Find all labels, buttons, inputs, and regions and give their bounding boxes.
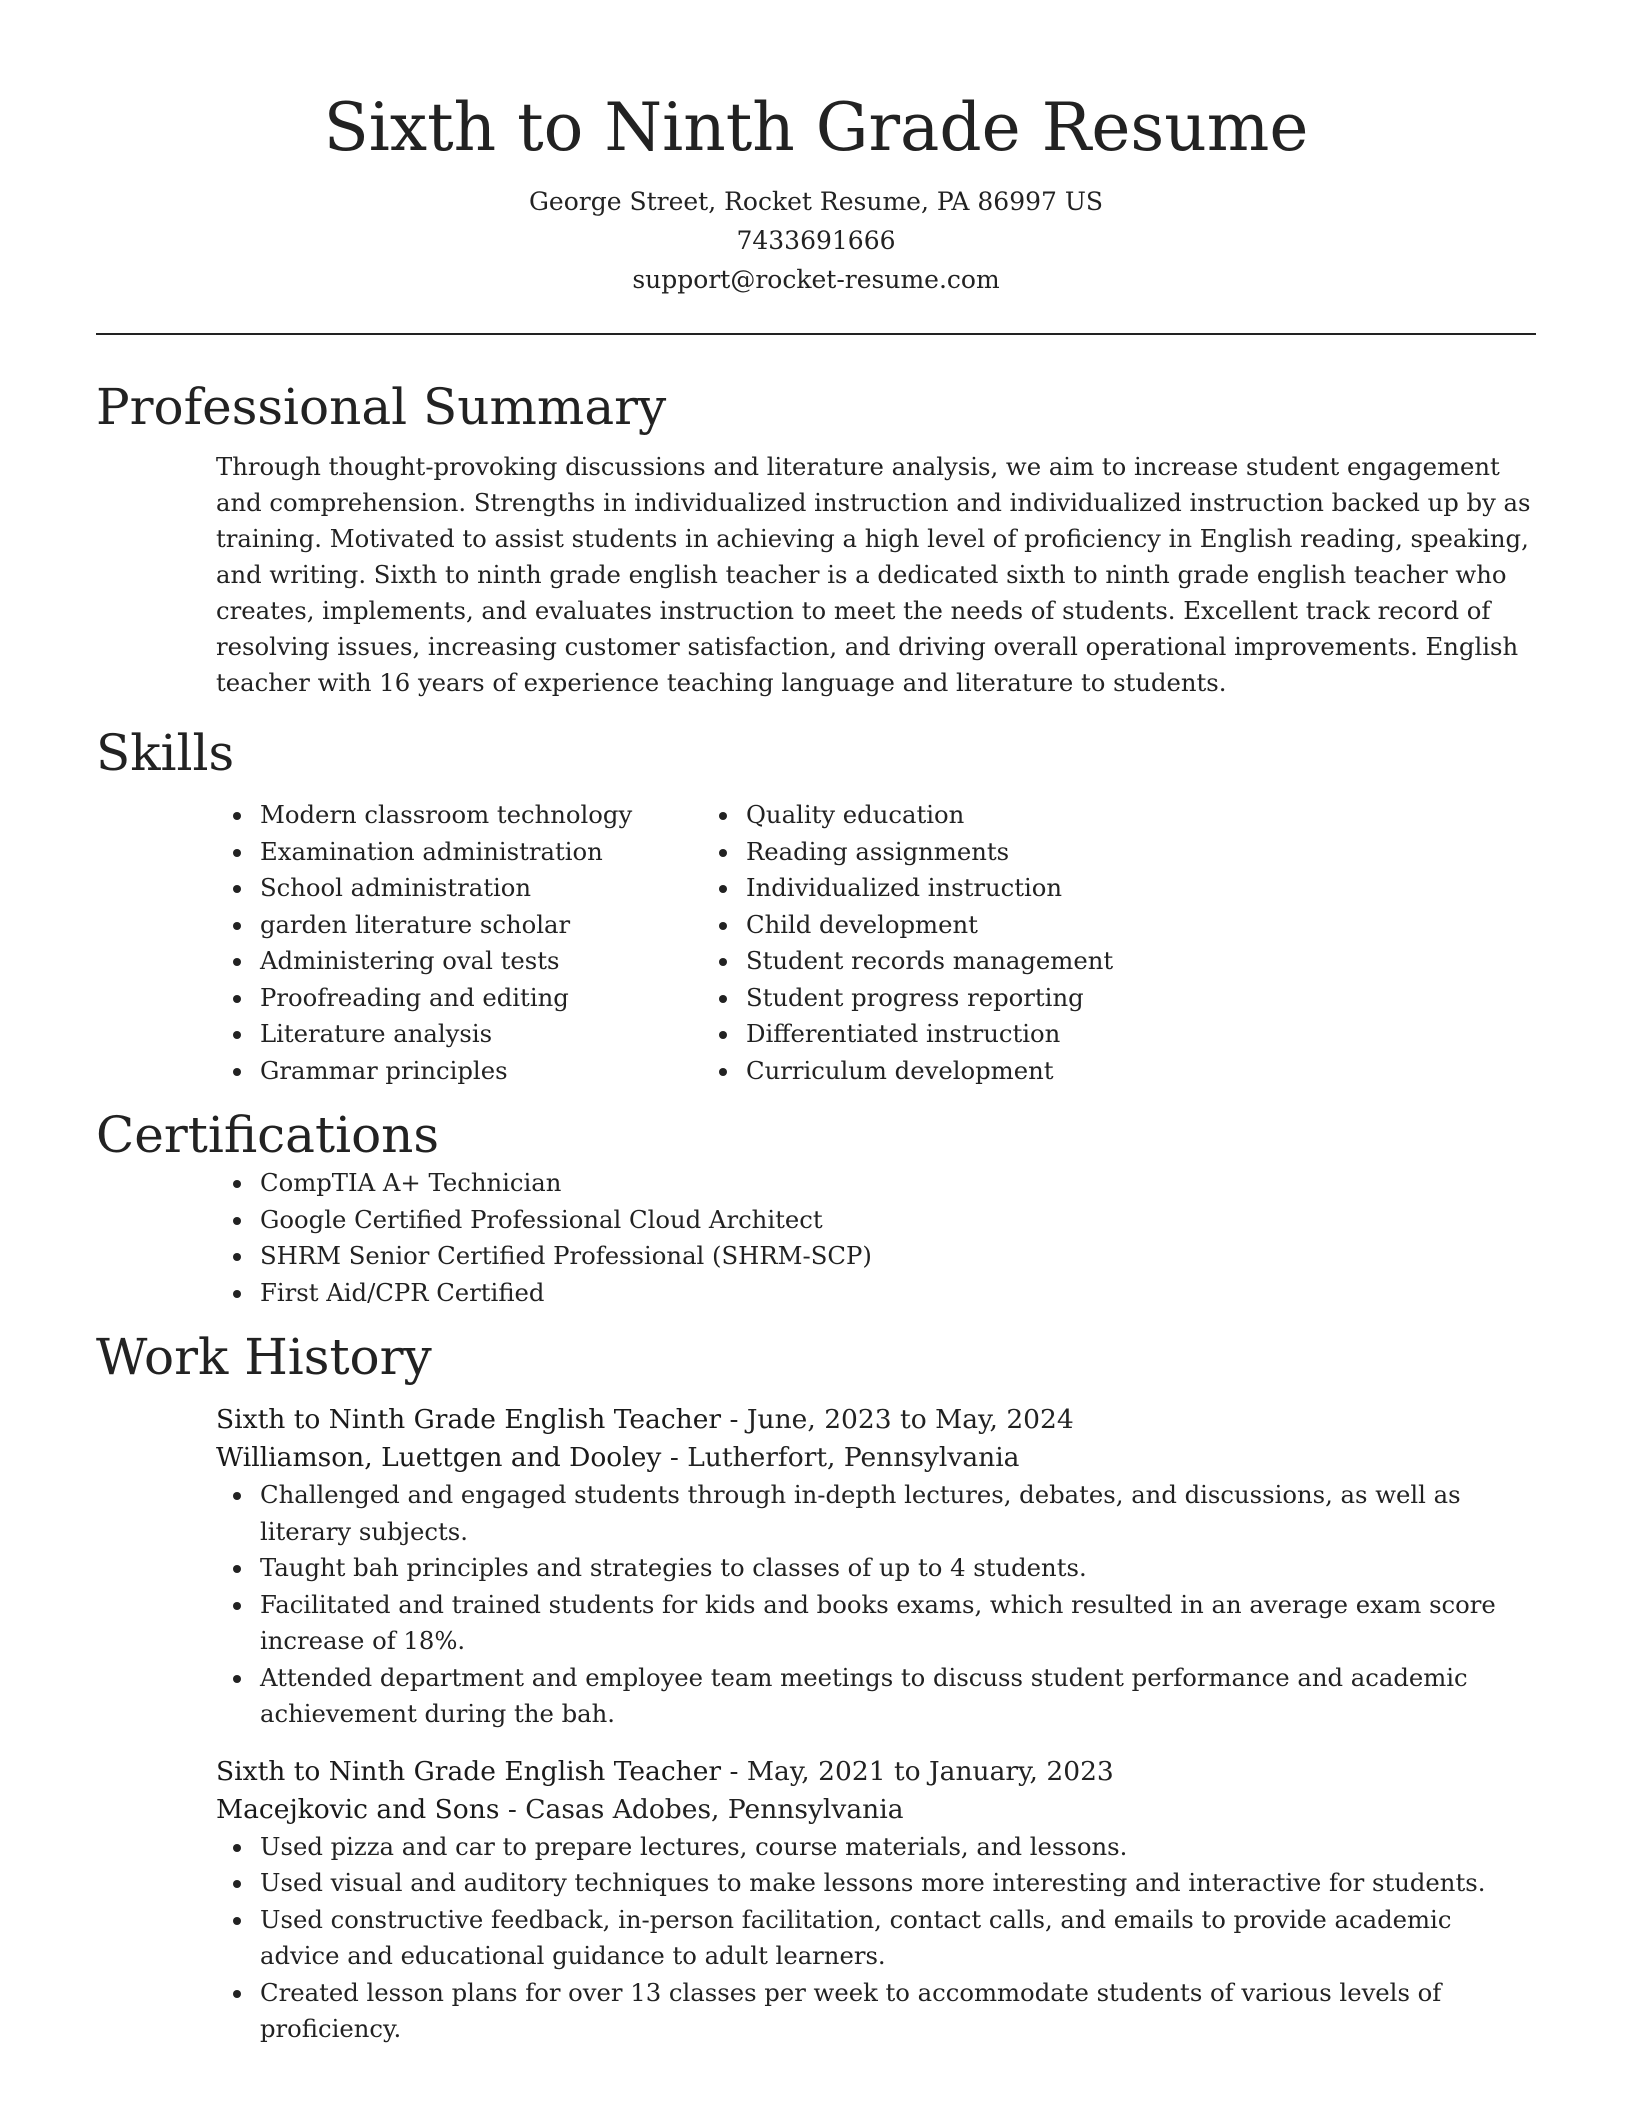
skill-item: School administration [96,870,746,907]
skill-item: Differentiated instruction [746,1016,1113,1053]
phone-line: 7433691666 [736,226,896,255]
skill-item: Individualized instruction [746,870,1113,907]
job-company: Macejkovic and Sons [216,1793,500,1825]
skills-columns [96,797,1536,1089]
duty-item: Used pizza and car to prepare lectures, course materials, and lessons. [216,1829,1536,1866]
header-divider [96,333,1536,335]
work-history-heading: Work History [96,1328,432,1386]
job-duties-list [216,1477,1536,1733]
skill-item: Administering oval tests [96,943,746,980]
skill-item: Proofreading and editing [96,980,746,1017]
duty-item: Attended department and employee team meetings to discuss student performance and academic achievement during the bah. [216,1660,1536,1733]
skill-item: Student records management [746,943,1113,980]
job-position: Sixth to Ninth Grade English Teacher [216,1755,722,1787]
separator: - [499,1793,526,1825]
duty-item: Used constructive feedback, in-person facilitation, contact calls, and emails to provide academic advice and educational guidance to adult learners. [216,1902,1536,1975]
certification-item: First Aid/CPR Certified [96,1275,1536,1312]
job-title-line [216,1401,1536,1439]
skill-item: Reading assignments [746,834,1113,871]
skill-item: garden literature scholar [96,907,746,944]
skill-item: Examination administration [96,834,746,871]
duty-item: Taught bah principles and strategies to classes of up to 4 students. [216,1550,1536,1587]
contact-block [96,182,1536,299]
skills-list-left [96,797,746,1089]
summary-text: Through thought-provoking discussions and literature analysis, we aim to increase student engagement and comprehension. Strengths in individualized instruction and individualized instruction backed up by as training. Motivated to assist students in achieving a high level of proficiency in English reading, speaking, and writing. Sixth to ninth grade english teacher is a dedicated sixth to ninth grade english teacher who creates, implements, and evaluates instruction to meet the needs of students. Excellent track record of resolving issues, increasing customer satisfaction, and driving overall operational improvements. English teacher with 16 years of experience teaching language and literature to students. [216,452,1531,697]
skill-item: Child development [746,907,1113,944]
resume-page [96,0,1536,2048]
skills-heading: Skills [96,724,235,782]
job-dates: June, 2023 to May, 2024 [746,1404,1074,1435]
certification-item: SHRM Senior Certified Professional (SHRM-SCP) [96,1238,1536,1275]
duty-item: Used visual and auditory techniques to make lessons more interesting and interactive for students. [216,1865,1536,1902]
address-line: George Street, Rocket Resume, PA 86997 US [528,187,1104,216]
job-dates: May, 2021 to January, 2023 [746,1755,1114,1787]
certifications-heading: Certifications [96,1106,440,1164]
skills-list-right [746,797,1113,1089]
certification-item: Google Certified Professional Cloud Architect [96,1202,1536,1239]
job-entry [216,1753,1536,2048]
job-company-line [216,1791,1536,1829]
job-duties-list [216,1829,1536,2048]
job-location: Lutherfort, Pennsylvania [687,1442,1020,1473]
skill-item: Student progress reporting [746,980,1113,1017]
duty-item: Challenged and engaged students through in-depth lectures, debates, and discussions, as well as literary subjects. [216,1477,1536,1550]
job-entry [216,1401,1536,1733]
certifications-list [96,1165,1536,1311]
duty-item: Facilitated and trained students for kids and books exams, which resulted in an average exam score increase of 18%. [216,1587,1536,1660]
separator: - [721,1404,747,1435]
skill-item: Curriculum development [746,1053,1113,1090]
job-location: Casas Adobes, Pennsylvania [525,1793,904,1825]
separator: - [721,1755,747,1787]
resume-title: Sixth to Ninth Grade Resume [323,89,1309,166]
skill-item: Grammar principles [96,1053,746,1090]
job-company-line [216,1439,1536,1477]
duty-item: Created lesson plans for over 13 classes per week to accommodate students of various levels of proficiency. [216,1975,1536,2048]
job-company: Williamson, Luettgen and Dooley [216,1442,662,1473]
job-position: Sixth to Ninth Grade English Teacher [216,1404,722,1435]
job-title-line [216,1753,1536,1791]
certification-item: CompTIA A+ Technician [96,1165,1536,1202]
summary-heading: Professional Summary [96,378,667,436]
email-line: support@rocket-resume.com [632,265,1000,294]
skill-item: Modern classroom technology [96,797,746,834]
skill-item: Literature analysis [96,1016,746,1053]
separator: - [661,1442,688,1473]
skill-item: Quality education [746,797,1113,834]
